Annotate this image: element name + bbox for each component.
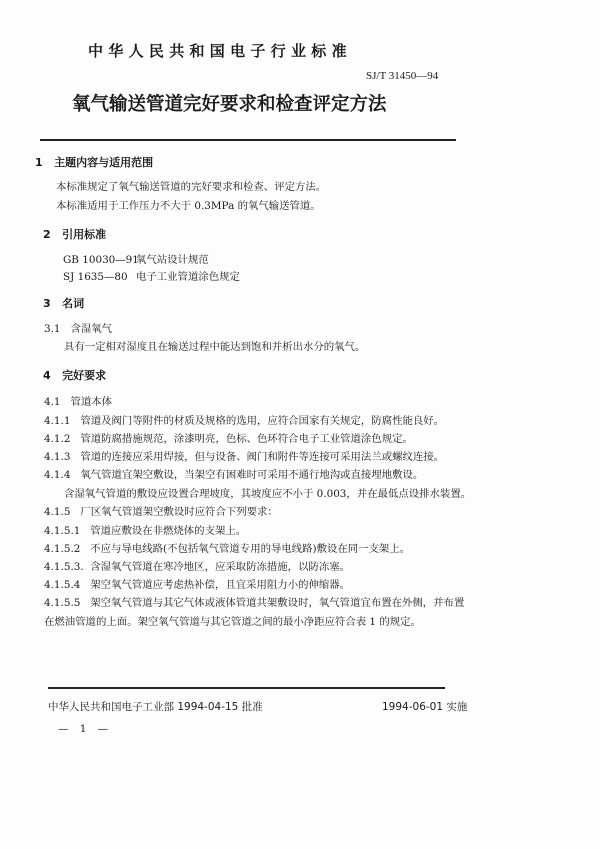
paragraph: 本标准规定了氧气输送管道的完好要求和检查、评定方法。	[56, 181, 327, 193]
effective-date: 1994-06-01 实施	[382, 701, 468, 713]
clause: 4.1.2 管道防腐措施规范，涂漆明亮，色标、色环符合电子工业管道涂色规定。	[44, 433, 413, 445]
clause: 4.1.3 管道的连接应采用焊接，但与设备、阀门和附件等连接可采用法兰或螺纹连接。	[44, 451, 445, 463]
clause: 4.1.1 管道及阀门等附件的材质及规格的选用，应符合国家有关规定，防腐性能良好。	[44, 415, 445, 427]
approval-line: 中华人民共和国电子工业部 1994-04-15 批准	[48, 701, 263, 713]
section-3-heading: 3 名词	[43, 297, 85, 310]
header-rule	[40, 139, 456, 141]
clause-continuation: 在燃油管道的上面。架空氧气管道与其它管道之间的最小净距应符合表 1 的规定。	[44, 616, 421, 628]
clause: 4.1.4 氧气管道宜架空敷设，当架空有困难时可采用不通行地沟或直接埋地敷设。	[44, 469, 424, 481]
clause: 4.1.5.4 架空氧气管道应考虑热补偿，且宜采用阻力小的伸缩器。	[44, 579, 351, 591]
ref-code: GB 10030—91	[63, 254, 139, 266]
standard-code: SJ/T 31450—94	[366, 70, 439, 82]
subsection-heading: 4.1 管道本体	[44, 396, 113, 408]
page-number: — 1 —	[58, 723, 108, 735]
ref-name: 氧气站设计规范	[136, 254, 209, 266]
footer-rule	[48, 687, 445, 689]
section-2-heading: 2 引用标准	[43, 228, 107, 241]
clause: 4.1.5.5 架空氧气管道与其它气体或液体管道共架敷设时，氧气管道宜布置在外侧，并布置	[44, 597, 465, 609]
subsection-heading: 3.1 含湿氧气	[44, 323, 113, 335]
ref-code: SJ 1635—80	[63, 271, 128, 283]
clause-continuation: 含湿氧气管道的敷设应设置合理坡度，其坡度应不小于 0.003，并在最低点设排水装置。	[64, 488, 472, 500]
issuing-org: 中华人民共和国电子行业标准	[88, 42, 352, 60]
ref-name: 电子工业管道涂色规定	[136, 271, 240, 283]
clause: 4.1.5.2 不应与导电线路(不包括氧气管道专用的导电线路)敷设在同一支架上。	[44, 543, 411, 555]
clause: 4.1.5 厂区氧气管道架空敷设时应符合下列要求：	[44, 506, 278, 518]
paragraph: 本标准适用于工作压力不大于 0.3MPa 的氧气输送管道。	[56, 200, 321, 212]
section-4-heading: 4 完好要求	[43, 369, 107, 382]
document-title: 氧气输送管道完好要求和检查评定方法	[72, 94, 387, 115]
clause: 4.1.5.1 管道应敷设在非燃烧体的支架上。	[44, 525, 247, 537]
paragraph: 具有一定相对湿度且在输送过程中能达到饱和并析出水分的氧气。	[64, 341, 366, 353]
clause: 4.1.5.3. 含湿氧气管道在寒冷地区，应采取防冻措施，以防冻塞。	[44, 561, 351, 573]
section-1-heading: 1 主题内容与适用范围	[35, 156, 154, 169]
